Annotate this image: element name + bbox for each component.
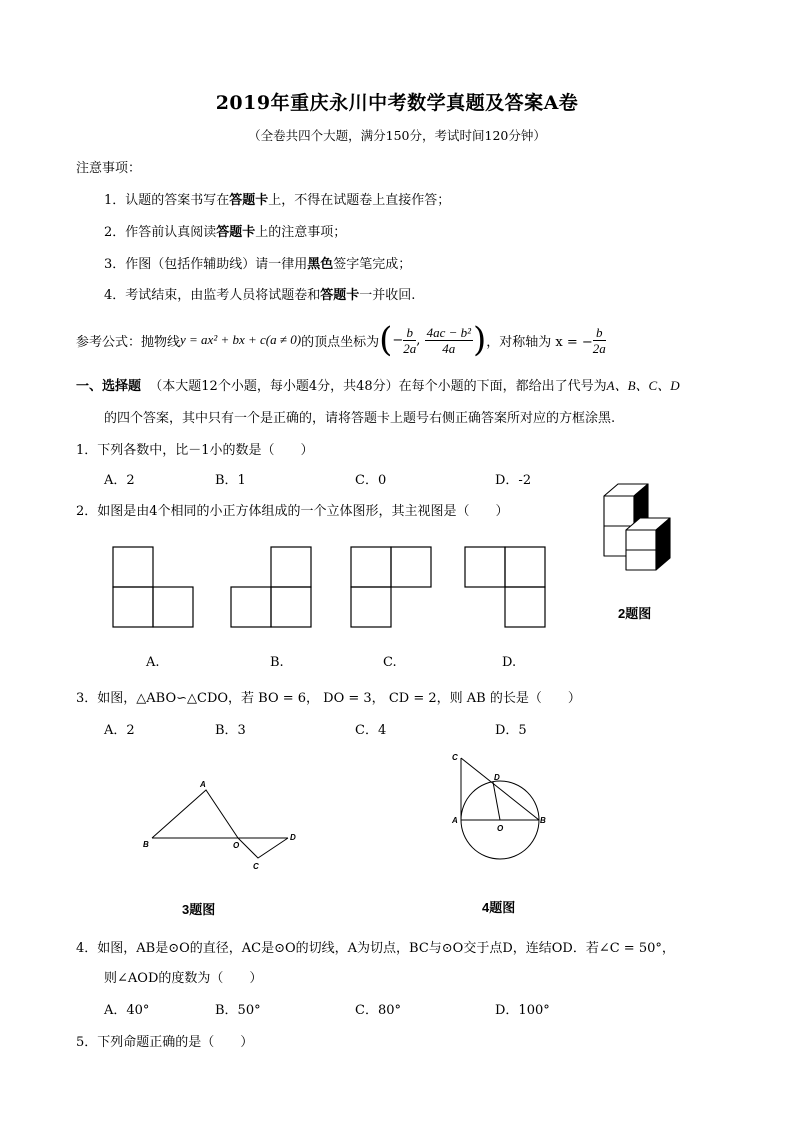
- q1-option-a: A．2: [104, 473, 135, 488]
- notice-item-4: 4．考试结束，由监考人员将试题卷和答题卡一并收回.: [104, 288, 416, 303]
- q2-option-c: C.: [383, 655, 397, 670]
- q3-option-b: B．3: [215, 723, 246, 738]
- section1-desc: 的四个答案，其中只有一个是正确的，请将答题卡上题号右侧正确答案所对应的方框涂黑.: [104, 411, 616, 426]
- q4-option-c: C．80°: [355, 1003, 401, 1018]
- notice-heading: 注意事项：: [76, 161, 142, 176]
- q4-figure-caption: 4题图: [482, 900, 516, 915]
- q4-label-o: O: [497, 824, 504, 833]
- q2-cube-figure: [600, 482, 690, 578]
- q5-stem: 5．下列命题正确的是（ ）: [76, 1035, 254, 1050]
- q4-option-a: A．40°: [104, 1003, 150, 1018]
- q1-stem: 1．下列各数中，比－1小的数是（ ）: [76, 443, 314, 458]
- q3-label-o: O: [233, 841, 240, 850]
- page-title: 2019年重庆永川中考数学真题及答案A卷: [215, 92, 579, 114]
- q4-stem: 4．如图，AB是⊙O的直径，AC是⊙O的切线，A为切点，BC与⊙O交于点D，连结OD．若∠C = 50°，: [76, 941, 675, 956]
- q3-label-c: C: [253, 862, 259, 871]
- q4-label-d: D: [494, 773, 500, 782]
- q2-option-b-figure: [230, 546, 312, 628]
- q3-option-d: D．5: [495, 723, 527, 738]
- q2-option-d: D.: [502, 655, 517, 670]
- q3-label-a: A: [200, 780, 206, 789]
- q2-option-d-figure: [464, 546, 546, 628]
- q3-label-b: B: [143, 840, 149, 849]
- q4-option-d: D．100°: [495, 1003, 550, 1018]
- q4-stem-2: 则∠AOD的度数为（ ）: [104, 971, 263, 986]
- q2-option-a: A.: [146, 655, 160, 670]
- notice-item-2: 2．作答前认真阅读答题卡上的注意事项；: [104, 225, 347, 240]
- q4-label-c: C: [452, 753, 458, 762]
- q3-option-c: C．4: [355, 723, 387, 738]
- q2-stem: 2．如图是由4个相同的小正方体组成的一个立体图形，其主视图是（ ）: [76, 504, 509, 519]
- q2-option-c-figure: [350, 546, 432, 628]
- section1-header: 一、选择题 （本大题12个小题，每小题4分，共48分）在每个小题的下面，都给出了代号为A、B、C、D: [76, 378, 680, 394]
- q3-triangle-figure: [140, 778, 310, 878]
- q4-circle-figure: [448, 750, 548, 860]
- q4-option-b: B．50°: [215, 1003, 261, 1018]
- q3-label-d: D: [290, 833, 296, 842]
- q4-label-a: A: [452, 816, 458, 825]
- q2-option-a-figure: [112, 546, 194, 628]
- page-subtitle: （全卷共四个大题，满分150分，考试时间120分钟）: [248, 128, 546, 143]
- q3-figure-caption: 3题图: [182, 902, 216, 917]
- notice-item-1: 1．认题的答案书写在答题卡上，不得在试题卷上直接作答；: [104, 193, 451, 208]
- q3-option-a: A．2: [104, 723, 135, 738]
- q1-option-d: D．-2: [495, 473, 532, 488]
- notice-item-3: 3．作图（包括作辅助线）请一律用黑色签字笔完成；: [104, 257, 412, 272]
- q3-stem: 3．如图，△ABO∽△CDO，若 BO = 6， DO = 3， CD = 2，则 AB 的长是（ ）: [76, 691, 581, 706]
- reference-formula: 参考公式：抛物线 y = ax² + bx + c(a ≠ 0) 的顶点坐标为 ( − $\frac{b}{2a}$ , $\frac{\text{4ac − b²}}{4a}$ ) ，对称轴为 x = − $\frac{b}{2a}$: [76, 320, 606, 360]
- q1-option-b: B．1: [215, 473, 246, 488]
- q2-option-b: B.: [270, 655, 284, 670]
- q4-label-b: B: [540, 816, 546, 825]
- q2-figure-caption: 2题图: [618, 606, 652, 621]
- q1-option-c: C．0: [355, 473, 387, 488]
